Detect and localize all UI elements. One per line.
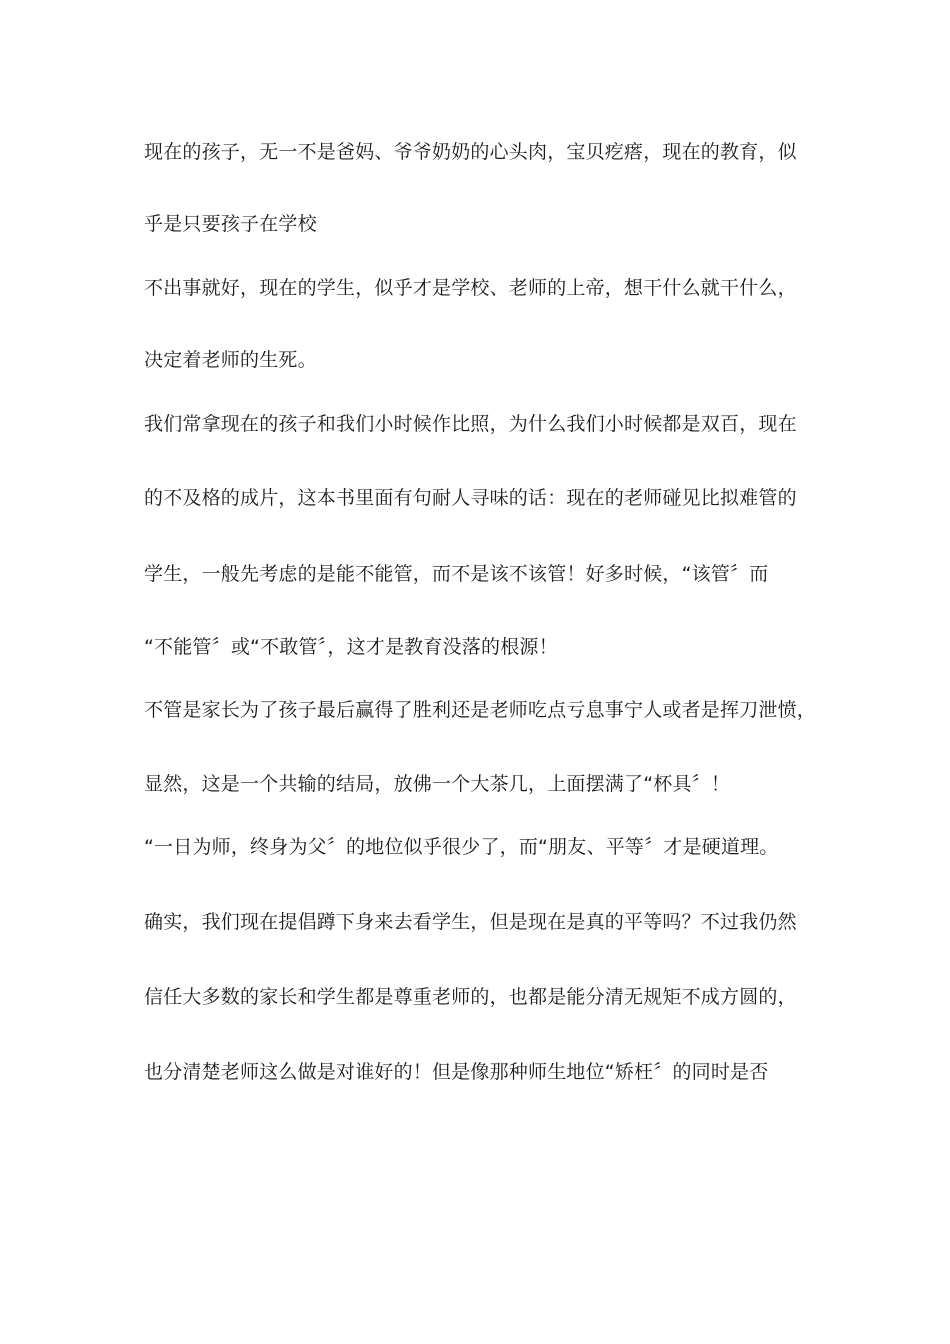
text-line: 信任大多数的家长和学生都是尊重老师的，也都是能分清无规矩不成方圆的， [144, 986, 797, 1008]
text-line: 不管是家长为了孩子最后赢得了胜利还是老师吃点亏息事宁人或者是挥刀泄愤， [144, 699, 817, 721]
text-line: 乎是只要孩子在学校 [144, 213, 317, 235]
text-line: 决定着老师的生死。 [144, 349, 317, 371]
text-line: 也分清楚老师这么做是对谁好的！但是像那种师生地位“矫枉〞的同时是否 [144, 1061, 769, 1083]
text-line: 显然，这是一个共输的结局，放佛一个大茶几，上面摆满了“杯具〞！ [144, 773, 731, 795]
text-line: 的不及格的成片，这本书里面有句耐人寻味的话：现在的老师碰见比拟难管的 [144, 487, 797, 509]
text-line: 确实，我们现在提倡蹲下身来去看学生，但是现在是真的平等吗？不过我仍然 [144, 911, 797, 933]
text-line: “不能管〞或“不敢管〞，这才是教育没落的根源！ [144, 636, 558, 658]
text-line: 现在的孩子，无一不是爸妈、爷爷奶奶的心头肉，宝贝疙瘩，现在的教育，似 [144, 141, 797, 163]
text-line: 学生，一般先考虑的是能不能管，而不是该不该管！好多时候，“该管〞而 [144, 563, 769, 585]
text-line: “一日为师，终身为父〞的地位似乎很少了，而“朋友、平等〞才是硬道理。 [144, 836, 779, 858]
text-line: 我们常拿现在的孩子和我们小时候作比照，为什么我们小时候都是双百，现在 [144, 413, 797, 435]
text-line: 不出事就好，现在的学生，似乎才是学校、老师的上帝，想干什么就干什么， [144, 277, 797, 299]
